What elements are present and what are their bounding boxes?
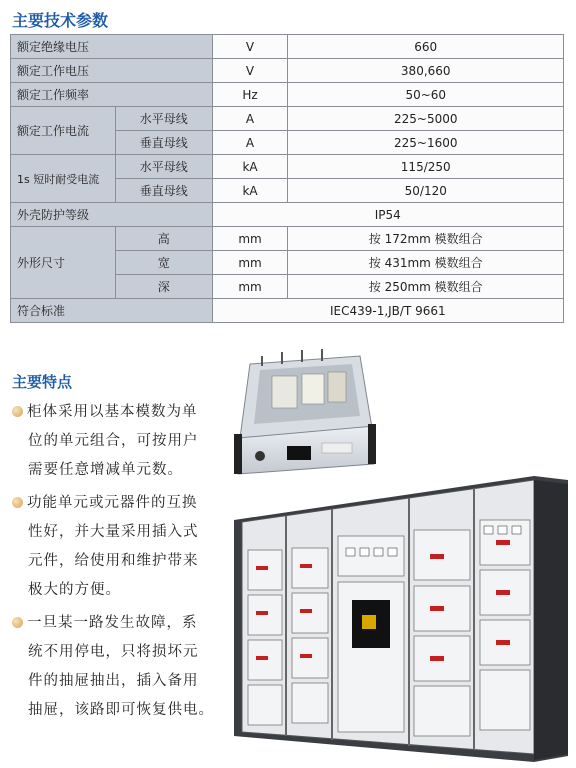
- table-row: [11, 299, 564, 323]
- table-row: [11, 83, 564, 107]
- list-item: [12, 398, 227, 485]
- row-value: 225~5000: [288, 107, 564, 131]
- row-label: 额定工作电流: [11, 107, 116, 155]
- row-unit: A: [212, 131, 288, 155]
- features-list: [12, 398, 227, 729]
- bullet-icon: [12, 617, 23, 628]
- bullet-icon: [12, 497, 23, 508]
- table-row: [11, 155, 564, 179]
- row-unit: kA: [212, 179, 288, 203]
- table-row: [11, 59, 564, 83]
- row-value: 660: [288, 35, 564, 59]
- drawer-unit-image: [232, 346, 377, 476]
- row-unit: A: [212, 107, 288, 131]
- row-sublabel: 宽: [115, 251, 212, 275]
- row-label: 外壳防护等级: [11, 203, 213, 227]
- row-label: 1s 短时耐受电流: [11, 155, 116, 203]
- row-value: 按 172mm 模数组合: [288, 227, 564, 251]
- table-row: [11, 227, 564, 251]
- row-sublabel: 水平母线: [115, 155, 212, 179]
- row-value: 115/250: [288, 155, 564, 179]
- row-value: IP54: [212, 203, 563, 227]
- row-label: 额定工作频率: [11, 83, 213, 107]
- features-title: 主要特点: [12, 373, 73, 391]
- spec-title: 主要技术参数: [12, 11, 109, 30]
- table-row: [11, 107, 564, 131]
- list-item: [12, 609, 227, 725]
- feature-line: 柜体采用以基本模数为单: [27, 404, 198, 420]
- feature-line: 极大的方便。: [28, 582, 121, 598]
- row-label: 外形尺寸: [11, 227, 116, 299]
- feature-line: 一旦某一路发生故障，系: [27, 615, 198, 631]
- row-sublabel: 高: [115, 227, 212, 251]
- feature-line: 元件，给使用和维护带来: [28, 553, 199, 569]
- feature-line: 需要任意增减单元数。: [28, 462, 183, 478]
- row-value: 50/120: [288, 179, 564, 203]
- bullet-icon: [12, 406, 23, 417]
- feature-line: 抽屉，该路即可恢复供电。: [28, 702, 214, 718]
- row-unit: kA: [212, 155, 288, 179]
- row-unit: V: [212, 59, 288, 83]
- spec-table: [10, 34, 564, 323]
- row-value: 按 431mm 模数组合: [288, 251, 564, 275]
- row-value: 225~1600: [288, 131, 564, 155]
- feature-line: 件的抽屉抽出，插入备用: [28, 673, 199, 689]
- row-sublabel: 水平母线: [115, 107, 212, 131]
- table-row: [11, 203, 564, 227]
- feature-line: 性好，并大量采用插入式: [28, 524, 199, 540]
- row-value: 380,660: [288, 59, 564, 83]
- row-unit: Hz: [212, 83, 288, 107]
- row-value: 50~60: [288, 83, 564, 107]
- row-label: 额定绝缘电压: [11, 35, 213, 59]
- row-value: 按 250mm 模数组合: [288, 275, 564, 299]
- row-unit: mm: [212, 227, 288, 251]
- list-item: [12, 489, 227, 605]
- row-sublabel: 深: [115, 275, 212, 299]
- feature-line: 统不用停电，只将损坏元: [28, 644, 199, 660]
- row-label: 额定工作电压: [11, 59, 213, 83]
- switchgear-cabinet-image: [234, 470, 568, 762]
- row-sublabel: 垂直母线: [115, 131, 212, 155]
- row-unit: mm: [212, 275, 288, 299]
- feature-line: 位的单元组合，可按用户: [28, 433, 199, 449]
- row-label: 符合标准: [11, 299, 213, 323]
- feature-line: 功能单元或元器件的互换: [27, 495, 198, 511]
- row-unit: V: [212, 35, 288, 59]
- row-unit: mm: [212, 251, 288, 275]
- row-sublabel: 垂直母线: [115, 179, 212, 203]
- table-row: [11, 35, 564, 59]
- row-value: IEC439-1,JB/T 9661: [212, 299, 563, 323]
